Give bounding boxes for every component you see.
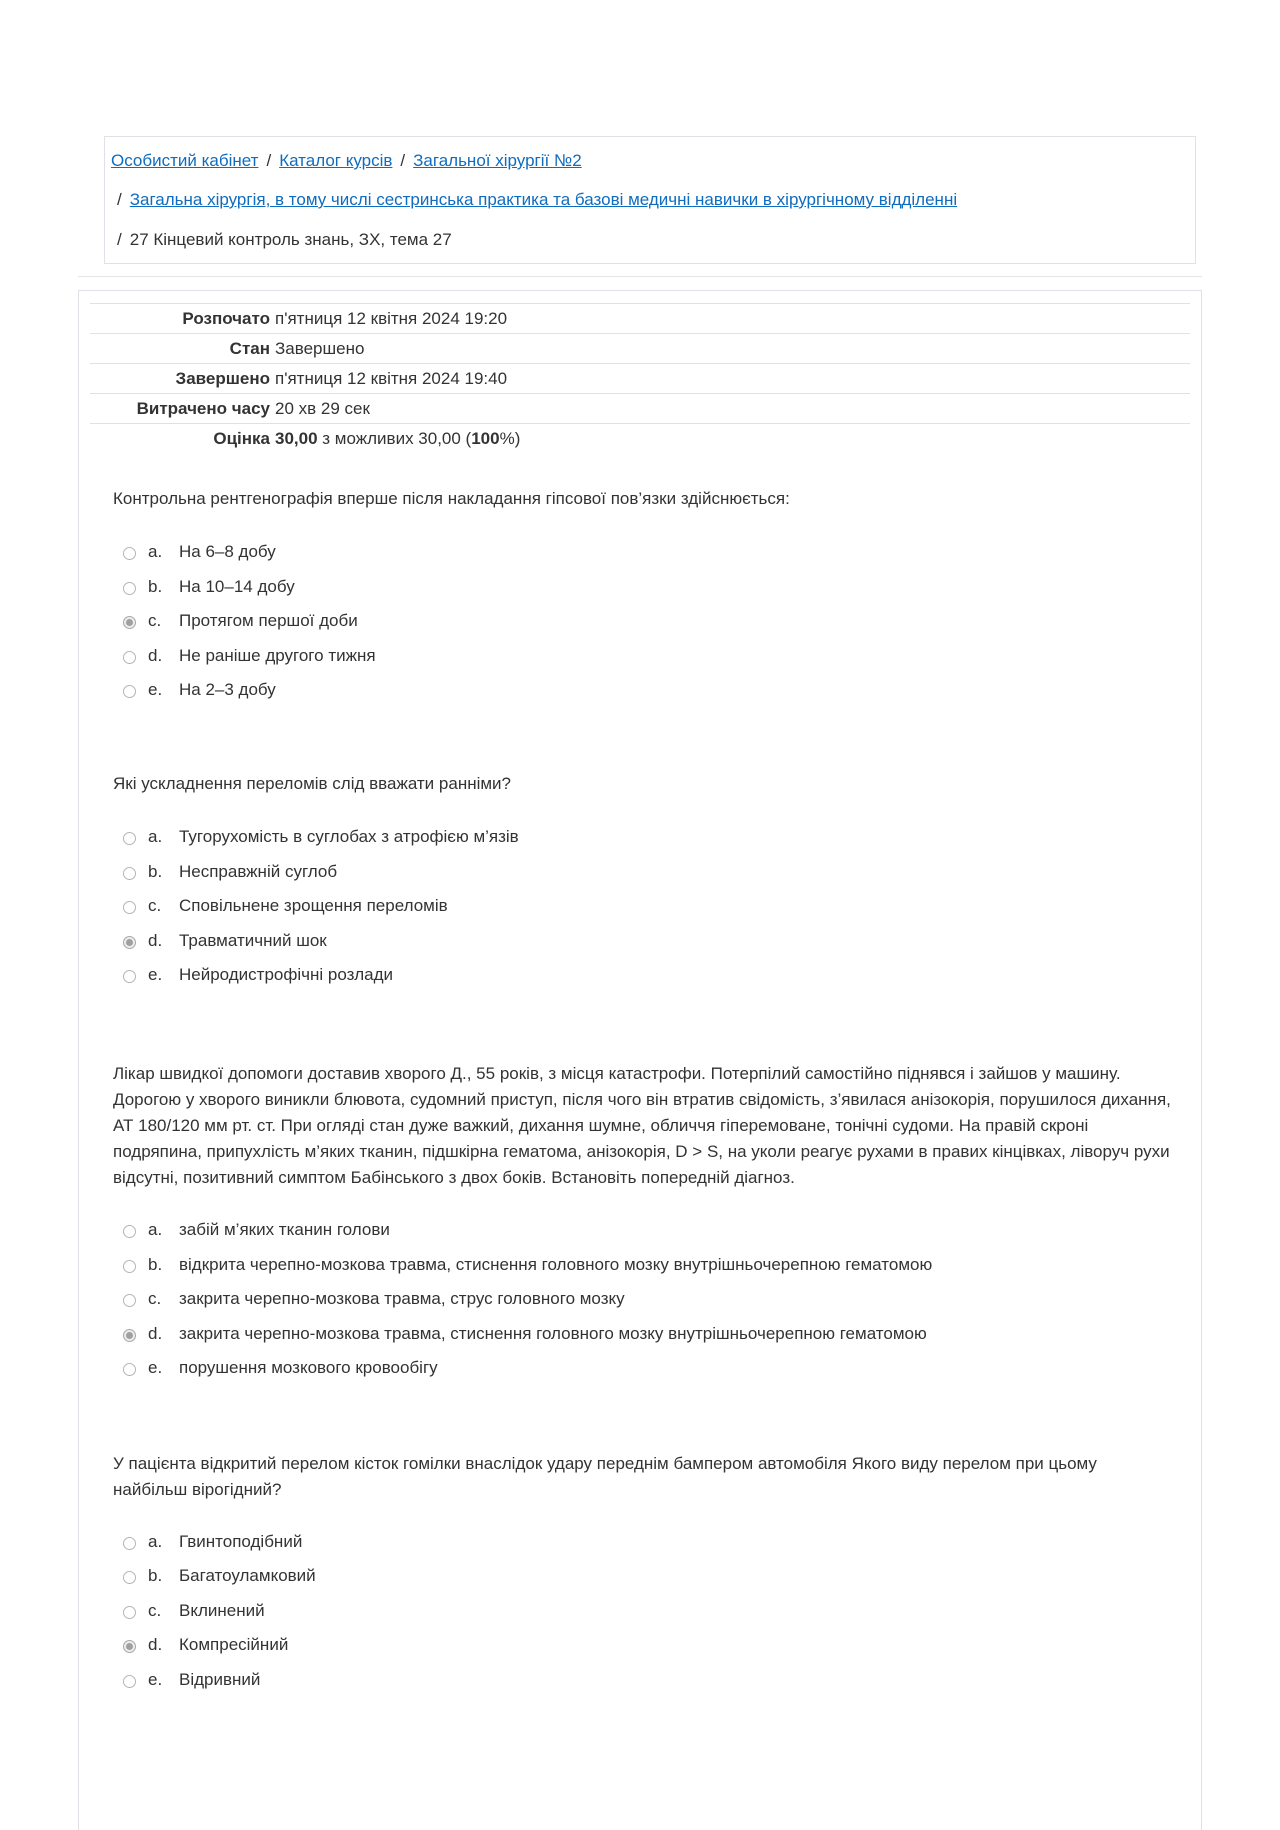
radio-button[interactable]: [123, 1571, 136, 1584]
option-letter: e.: [148, 1358, 163, 1377]
option-text: Багатоуламковий: [179, 1566, 316, 1585]
breadcrumb-current: 27 Кінцевий контроль знань, ЗХ, тема 27: [129, 230, 452, 249]
option-letter: c.: [148, 896, 162, 915]
radio-button[interactable]: [123, 867, 136, 880]
radio-button[interactable]: [123, 1294, 136, 1307]
summary-value: 20 хв 29 сек: [275, 399, 370, 418]
option-text: забій м’яких тканин голови: [179, 1220, 390, 1239]
grade-text-end: %): [499, 429, 521, 448]
attempt-summary-table: [90, 303, 1190, 453]
option-letter: e.: [148, 1670, 163, 1689]
breadcrumb-row: [111, 151, 582, 171]
radio-button[interactable]: [123, 582, 136, 595]
breadcrumb-row: [117, 230, 452, 250]
summary-row-started: [90, 303, 1190, 333]
summary-label: Розпочато: [182, 309, 270, 328]
breadcrumb-row: [117, 190, 957, 210]
option-letter: e.: [148, 680, 163, 699]
summary-value: [275, 429, 520, 449]
question-text: У пацієнта відкритий перелом кісток гомілки внаслідок удару переднім бампером автомобіля Якого виду перелом при цьому найбільш вірогідний?: [113, 1454, 1097, 1499]
option-text: На 2–3 добу: [179, 680, 276, 699]
radio-button[interactable]: [123, 1225, 136, 1238]
option-text: Нейродистрофічні розлади: [179, 965, 393, 984]
option-letter: e.: [148, 965, 163, 984]
option-text: порушення мозкового кровообігу: [179, 1358, 438, 1377]
breadcrumb-link-course[interactable]: Загальна хірургія, в тому числі сестринська практика та базові медичні навички в хірургічному відділенні: [129, 190, 958, 209]
option-text: відкрита черепно-мозкова травма, стиснення головного мозку внутрішньочерепною гематомою: [179, 1255, 933, 1274]
option-text: закрита черепно-мозкова травма, стиснення головного мозку внутрішньочерепною гематомою: [179, 1324, 927, 1343]
option-text: Несправжній суглоб: [179, 862, 338, 881]
summary-value: п'ятниця 12 квітня 2024 19:40: [275, 369, 508, 388]
option-letter: b.: [148, 862, 163, 881]
radio-button[interactable]: [123, 1363, 136, 1376]
option-letter: d.: [148, 646, 163, 665]
breadcrumb: [104, 136, 1196, 264]
summary-row-completed: [90, 363, 1190, 393]
option-text: Сповільнене зрощення переломів: [179, 896, 448, 915]
radio-button[interactable]: [123, 1675, 136, 1688]
radio-button-selected[interactable]: [123, 1640, 136, 1653]
radio-button[interactable]: [123, 832, 136, 845]
option-text: Гвинтоподібний: [179, 1532, 303, 1551]
breadcrumb-separator: /: [400, 151, 406, 170]
grade-percent: 100: [471, 429, 500, 448]
option-letter: d.: [148, 1635, 163, 1654]
option-letter: a.: [148, 1220, 163, 1239]
radio-button[interactable]: [123, 1606, 136, 1619]
option-letter: b.: [148, 1255, 163, 1274]
breadcrumb-separator: /: [117, 230, 122, 249]
question-text: Лікар швидкої допомоги доставив хворого Д., 55 років, з місця катастрофи. Потерпілий самостійно піднявся і зайшов у машину. Дорогою у хворого виникли блювота, судомний приступ, після чого він втратив свідомість, з’явилася анізокорія, порушилося дихання, АТ 180/120 мм рт. ст. При огляді стан дуже важкий, дихання шумне, обличчя гіперемоване, тонічні судоми. На правій скроні подряпина, припухлість м’яких тканин, підшкірна гематома, анізокорія, D > S, на уколи реагує рухами в правих кінцівках, ліворуч рухи відсутні, позитивний симптом Бабінського з двох боків. Встановіть попередній діагноз.: [113, 1064, 1171, 1187]
option-letter: d.: [148, 1324, 163, 1343]
question-text: Які ускладнення переломів слід вважати ранніми?: [113, 774, 512, 793]
radio-button[interactable]: [123, 547, 136, 560]
summary-label: Оцінка: [213, 429, 270, 448]
option-letter: c.: [148, 1601, 162, 1620]
radio-button-selected[interactable]: [123, 936, 136, 949]
radio-button[interactable]: [123, 685, 136, 698]
breadcrumb-separator: /: [117, 190, 122, 209]
radio-button[interactable]: [123, 1537, 136, 1550]
breadcrumb-link-dashboard[interactable]: Особистий кабінет: [111, 151, 259, 170]
summary-label: Стан: [229, 339, 270, 358]
breadcrumb-link-course-catalog[interactable]: Каталог курсів: [279, 151, 393, 170]
quiz-review-panel: [78, 290, 1202, 1830]
option-text: Вклинений: [179, 1601, 265, 1620]
summary-row-state: [90, 333, 1190, 363]
option-text: Не раніше другого тижня: [179, 646, 376, 665]
summary-label: Завершено: [175, 369, 270, 388]
radio-button[interactable]: [123, 970, 136, 983]
breadcrumb-separator: /: [266, 151, 272, 170]
radio-button-selected[interactable]: [123, 1329, 136, 1342]
option-letter: b.: [148, 1566, 163, 1585]
radio-button[interactable]: [123, 651, 136, 664]
summary-row-grade: [90, 423, 1190, 453]
option-text: Травматичний шок: [179, 931, 327, 950]
option-text: На 10–14 добу: [179, 577, 295, 596]
radio-button[interactable]: [123, 1260, 136, 1273]
option-letter: b.: [148, 577, 163, 596]
breadcrumb-link-category[interactable]: Загальної хірургії №2: [413, 151, 582, 170]
option-letter: a.: [148, 1532, 163, 1551]
option-letter: c.: [148, 1289, 162, 1308]
question-text: Контрольна рентгенографія вперше після накладання гіпсової пов’язки здійснюється:: [113, 489, 790, 508]
divider: [78, 276, 1202, 277]
summary-label: Витрачено часу: [136, 399, 270, 418]
option-text: закрита черепно-мозкова травма, струс головного мозку: [179, 1289, 625, 1308]
option-letter: a.: [148, 542, 163, 561]
option-letter: a.: [148, 827, 163, 846]
summary-value: Завершено: [275, 339, 365, 358]
grade-score: 30,00: [275, 429, 318, 448]
radio-button[interactable]: [123, 901, 136, 914]
option-text: Тугорухомість в суглобах з атрофією м’язів: [179, 827, 519, 846]
summary-row-time-taken: [90, 393, 1190, 423]
grade-text: з можливих 30,00 (: [322, 429, 472, 448]
option-letter: c.: [148, 611, 162, 630]
option-text: На 6–8 добу: [179, 542, 276, 561]
option-text: Компресійний: [179, 1635, 289, 1654]
summary-value: п'ятниця 12 квітня 2024 19:20: [275, 309, 508, 328]
option-text: Відривний: [179, 1670, 261, 1689]
option-letter: d.: [148, 931, 163, 950]
radio-button-selected[interactable]: [123, 616, 136, 629]
option-text: Протягом першої доби: [179, 611, 358, 630]
